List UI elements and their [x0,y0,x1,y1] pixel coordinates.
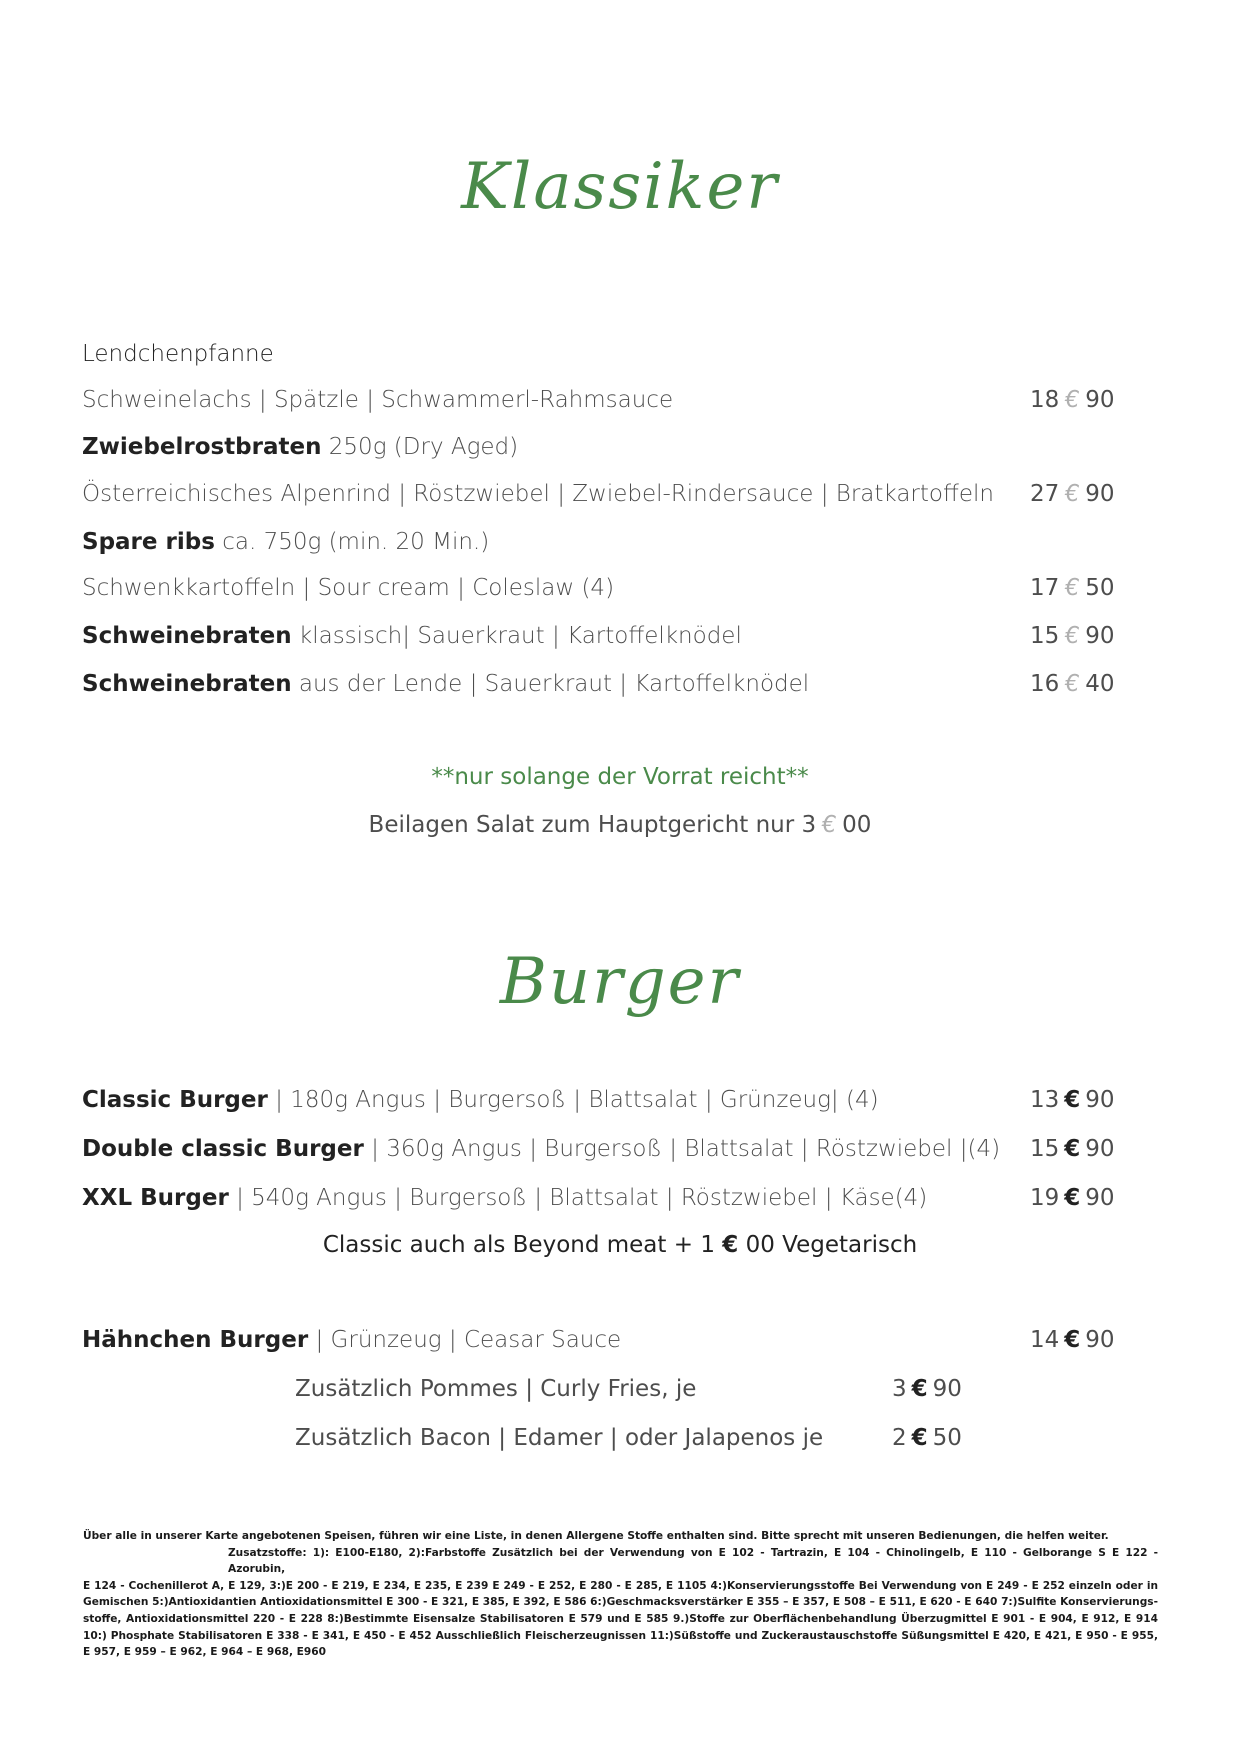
klassiker-item-2-price: 27 € 90 [1030,477,1115,511]
burger-item-1-price: 13 € 90 [1030,1083,1115,1117]
footer-rest: E 124 - Cochenillerot A, E 129, 3:)E 200 - E 219, E 234, E 235, E 239 E 249 - E 252, E 280 - E 285, E 1105 4:)Konservierungsstoffe Bei Verwendung von E 249 - E 252 einzeln oder in Gemischen 5:)Antioxidantien Antioxidationsmittel E 300 - E 321, E 385, E 392, E 586 6:)Geschmacksverstärker E 355 – E 357, E 508 – E 511, E 620 - E 640 7:)Sulfite Konservierungs-stoffe, Antioxidationsmittel 220 - E 228 8:)Bestimmte Eisensalze Stabilisatoren E 579 und E 585 9.)Stoffe zur Oberflächenbehandlung Überzugmittel E 901 - E 904, E 912, E 914 10:) Phosphate Stabilisatoren E 338 - E 341, E 450 - E 452 Ausschließlich Fleischerzeugnissen 11:)Süßstoffe und Zuckeraustauschstoffe Süßungsmittel E 420, E 421, E 950 - E 955, E 957, E 959 – E 962, E 964 – E 968, E960 [83,1579,1158,1659]
allergen-footer [83,1528,1158,1661]
burger-item-3-price: 19 € 90 [1030,1181,1115,1215]
klassiker-item-5-price: 16 € 40 [1030,667,1115,701]
euro-icon: € [821,812,837,838]
addon-1-price: 3 € 90 [892,1372,962,1406]
euro-icon: € [1064,481,1080,507]
beyond-meat-note: Classic auch als Beyond meat + 1 € 00 Vegetarisch [322,1232,918,1258]
klassiker-item-1-desc: Schweinelachs | Spätzle | Schwammerl-Rahmsauce [82,387,674,413]
burger-item-2: Double classic Burger | 360g Angus | Burgersoß | Blattsalat | Röstzwiebel |(4) [82,1136,1001,1162]
euro-icon: € [1064,1136,1081,1162]
klassiker-item-2-desc: Österreichisches Alpenrind | Röstzwiebel | Zwiebel-Rindersauce | Bratkartoffeln [82,481,994,507]
burger-item-4-price: 14 € 90 [1030,1323,1115,1357]
burger-item-2-price: 15 € 90 [1030,1132,1115,1166]
klassiker-item-3-desc: Schwenkkartoffeln | Sour cream | Coleslaw (4) [82,575,615,601]
availability-note: **nur solange der Vorrat reicht** [431,764,809,790]
euro-icon: € [911,1425,928,1451]
euro-icon: € [722,1232,739,1258]
euro-icon: € [1064,1327,1081,1353]
euro-icon: € [911,1376,928,1402]
klassiker-item-2-name: Zwiebelrostbraten 250g (Dry Aged) [82,434,519,460]
item-name: Lendchenpfanne [82,341,274,367]
footer-line-2: Zusatzstoffe: 1): E100-E180, 2):Farbstoffe Zusätzlich bei der Verwendung von E 102 - Tartrazin, E 104 - Chinolingelb, E 110 - Gelborange S E 122 - Azorubin, [228,1546,1158,1576]
burger-item-4: Hähnchen Burger | Grünzeug | Ceasar Sauce [82,1327,622,1353]
addon-2-price: 2 € 50 [892,1421,962,1455]
klassiker-item-4-price: 15 € 90 [1030,619,1115,653]
klassiker-item-3-name: Spare ribs ca. 750g (min. 20 Min.) [82,529,490,555]
klassiker-title: Klassiker [461,150,779,224]
burger-title: Burger [499,945,741,1019]
klassiker-item-5: Schweinebraten aus der Lende | Sauerkraut | Kartoffelknödel [82,671,810,697]
addon-2: Zusätzlich Bacon | Edamer | oder Jalapenos je [295,1425,824,1451]
klassiker-item-1-price: 18 € 90 [1030,383,1115,417]
klassiker-item-1-name [82,337,1122,371]
klassiker-item-4: Schweinebraten klassisch| Sauerkraut | Kartoffelknödel [82,623,742,649]
euro-icon: € [1064,1087,1081,1113]
euro-icon: € [1064,671,1080,697]
burger-item-3: XXL Burger | 540g Angus | Burgersoß | Blattsalat | Röstzwiebel | Käse(4) [82,1185,928,1211]
burger-item-1: Classic Burger | 180g Angus | Burgersoß | Blattsalat | Grünzeug| (4) [82,1087,879,1113]
salad-offer: Beilagen Salat zum Hauptgericht nur 3 € 00 [0,808,1240,842]
footer-line-1: Über alle in unserer Karte angebotenen Speisen, führen wir eine Liste, in denen Allergene Stoffe enthalten sind. Bitte sprecht mit unseren Bedienungen, die helfen weiter. [83,1530,1109,1542]
euro-icon: € [1064,623,1080,649]
klassiker-item-3-price: 17 € 50 [1030,571,1115,605]
euro-icon: € [1064,1185,1081,1211]
euro-icon: € [1064,575,1080,601]
addon-1: Zusätzlich Pommes | Curly Fries, je [295,1376,697,1402]
euro-icon: € [1064,387,1080,413]
